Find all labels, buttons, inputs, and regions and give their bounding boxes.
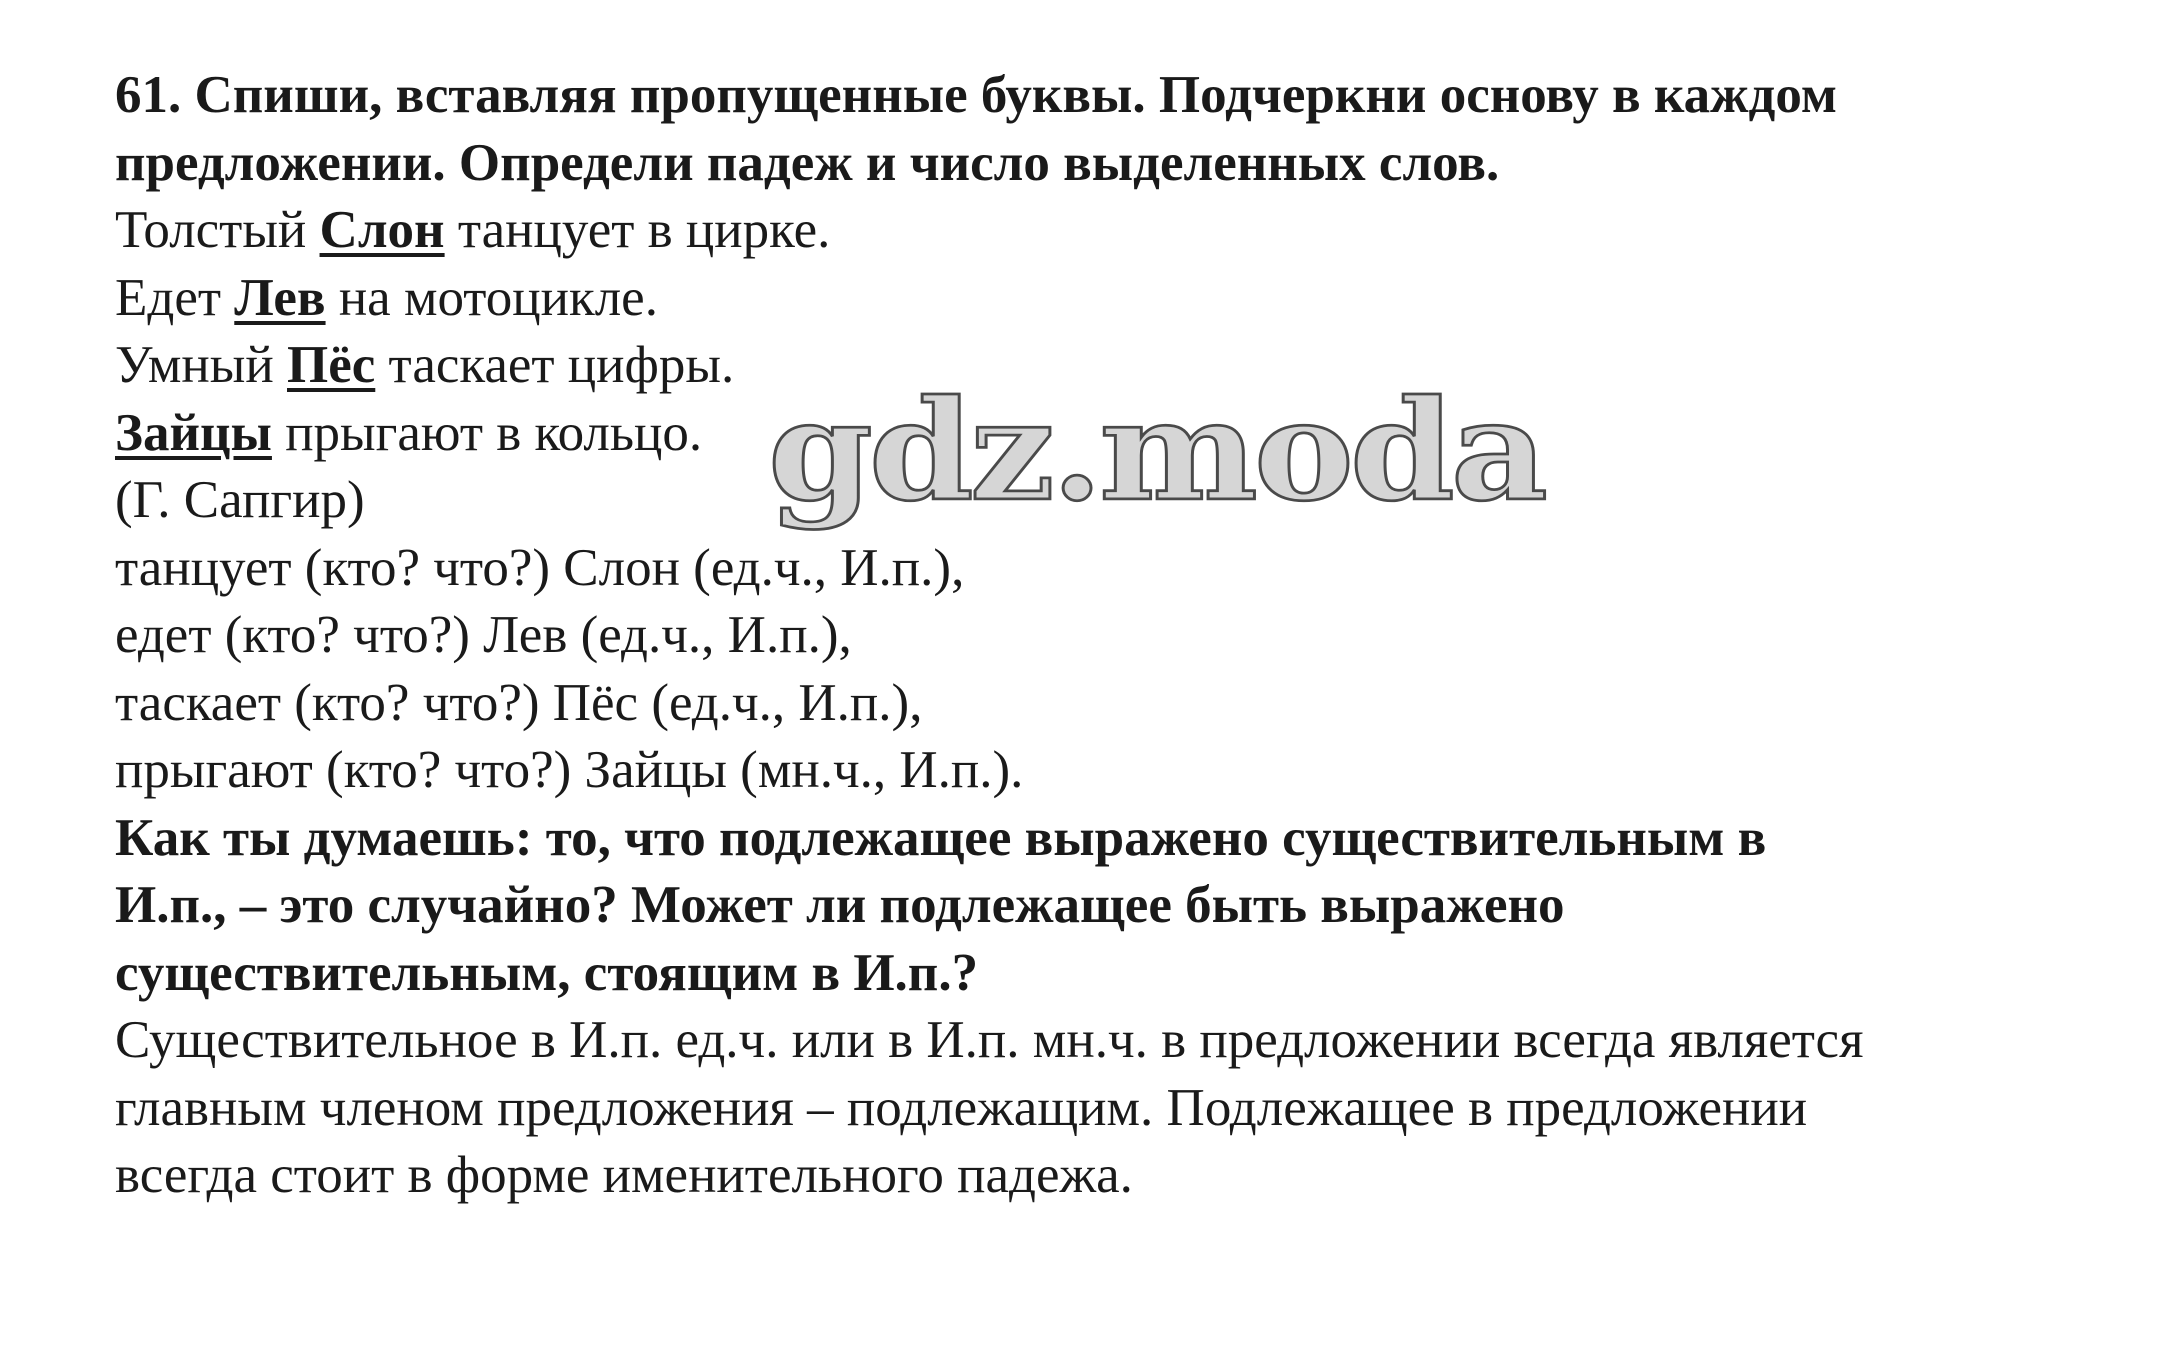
poem-text: танцует в цирке.	[444, 201, 831, 259]
task-heading-line-2: предложении. Определи падеж и число выделенных слов.	[115, 133, 1500, 192]
poem-text: Умный	[115, 336, 287, 394]
answer-line: главным членом предложения – подлежащим. Подлежащее в предложении	[115, 1078, 1808, 1137]
analysis-line: танцует (кто? что?) Слон (ед.ч., И.п.),	[115, 538, 965, 597]
highlighted-word: Зайцы	[115, 403, 272, 462]
exercise-page	[115, 62, 2115, 1210]
highlighted-word: Лев	[234, 268, 326, 327]
poem-text: таскает цифры.	[375, 336, 735, 394]
highlighted-word: Слон	[319, 201, 445, 259]
poem-text: на мотоцикле.	[325, 268, 658, 327]
answer-line: Существительное в И.п. ед.ч. или в И.п. мн.ч. в предложении всегда является	[115, 1011, 1864, 1069]
poem-text: Едет	[115, 268, 235, 327]
poem-text: прыгают в кольцо.	[271, 403, 703, 462]
highlighted-word: Пёс	[287, 336, 376, 394]
poem-line	[115, 197, 2115, 265]
poem-author: (Г. Сапгир)	[115, 471, 365, 529]
question-line: существительным, стоящим в И.п.?	[115, 943, 979, 1002]
task-heading-line-1: 61. Спиши, вставляя пропущенные буквы. Подчеркни основу в каждом	[115, 66, 1837, 124]
site-watermark: gdz.moda	[768, 370, 1545, 532]
analysis-line: прыгают (кто? что?) Зайцы (мн.ч., И.п.).	[115, 741, 1024, 799]
question-line: Как ты думаешь: то, что подлежащее выражено существительным в	[115, 808, 1767, 867]
answer-line: всегда стоит в форме именительного падежа.	[115, 1146, 1133, 1204]
poem-text: Толстый	[115, 201, 320, 259]
question-line: И.п., – это случайно? Может ли подлежащее быть выражено	[115, 876, 1565, 934]
analysis-line: таскает (кто? что?) Пёс (ед.ч., И.п.),	[115, 673, 923, 732]
analysis-line: едет (кто? что?) Лев (ед.ч., И.п.),	[115, 606, 852, 664]
poem-line	[115, 265, 2115, 333]
